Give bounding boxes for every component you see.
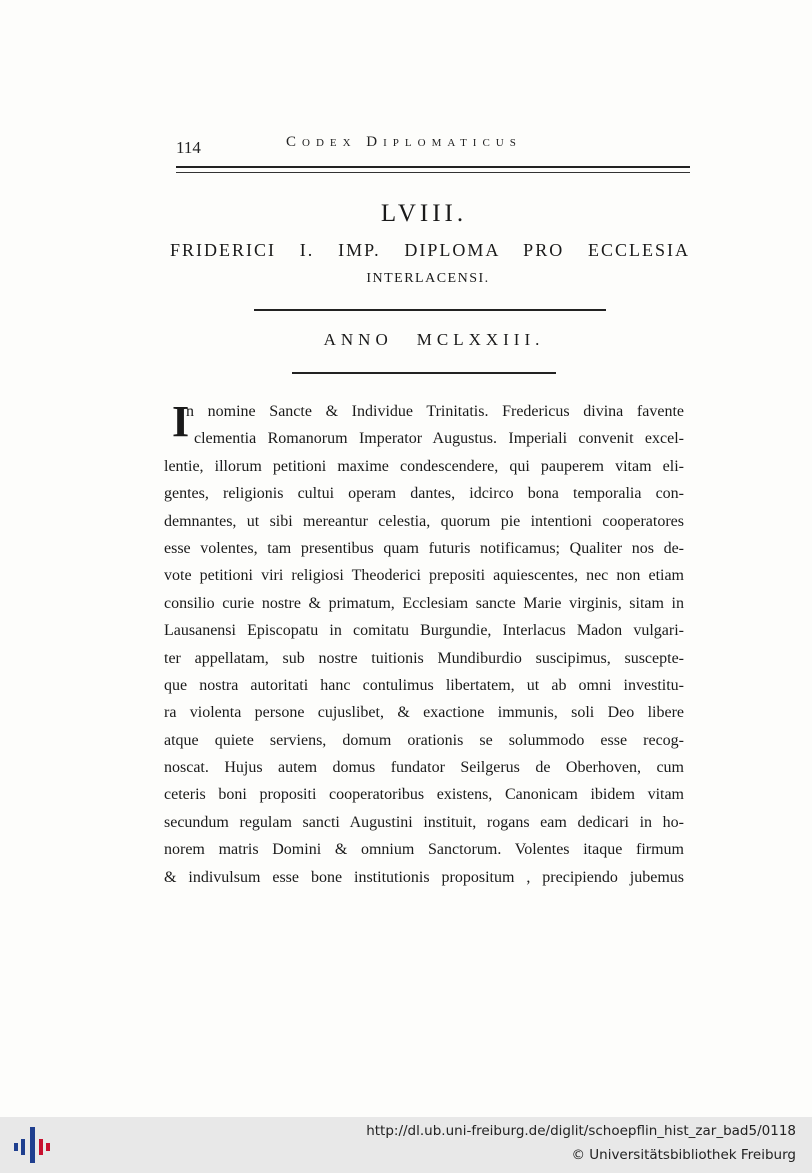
body-line: vote petitioni viri religiosi Theoderici prepositi aquiescentes, nec non etiam bbox=[164, 567, 684, 585]
permalink-url[interactable]: http://dl.ub.uni-freiburg.de/diglit/schoepflin_hist_zar_bad5/0118 bbox=[366, 1123, 796, 1139]
running-title: Codex Diplomaticus bbox=[286, 134, 522, 150]
body-line: ter appellatam, sub nostre tuitionis Mundiburdio suscipimus, suscepte- bbox=[164, 649, 684, 667]
body-line: demnantes, ut sibi mereantur celestia, quorum pie intentioni cooperatores bbox=[164, 512, 684, 530]
title-rule bbox=[254, 309, 606, 311]
body-line: esse volentes, tam presentibus quam futuris notificamus; Qualiter nos de- bbox=[164, 539, 684, 557]
body-line: clementia Romanorum Imperator Augustus. Imperiali convenit excel- bbox=[194, 430, 684, 448]
body-line: n nomine Sancte & Individue Trinitatis. Fredericus divina favente bbox=[186, 403, 684, 420]
running-head bbox=[176, 134, 688, 158]
body-line: & indivulsum esse bone institutionis propositum , precipiendo jubemus bbox=[164, 868, 684, 886]
document-number: LVIII. bbox=[380, 200, 468, 227]
body-line: atque quiete serviens, domum orationis se solummodo esse recog- bbox=[164, 731, 684, 749]
body-line: ceteris boni propositi cooperatoribus existens, Canonicam ibidem vitam bbox=[164, 786, 684, 804]
document-title: FRIDERICI I. IMP. DIPLOMA PRO ECCLESIA bbox=[170, 240, 690, 260]
document-body bbox=[164, 398, 684, 891]
date-rule bbox=[292, 372, 556, 374]
body-line: que nostra autoritati hanc contulimus libertatem, ut ab omni investitu- bbox=[164, 676, 684, 694]
body-line: gentes, religionis cultui operam dantes, idcirco bona temporalia con- bbox=[164, 485, 684, 503]
ub-freiburg-logo-icon bbox=[12, 1125, 52, 1165]
body-line: consilio curie nostre & primatum, Ecclesiam sancte Marie virginis, sitam in bbox=[164, 594, 684, 612]
body-line: secundum regulam sancti Augustini instituit, rogans eam dedicari in ho- bbox=[164, 813, 684, 831]
drop-cap: I bbox=[172, 397, 190, 446]
header-double-rule bbox=[176, 166, 690, 173]
body-line: ra violenta persone cujuslibet, & exactione immunis, soli Deo libere bbox=[164, 704, 684, 722]
body-line: lentie, illorum petitioni maxime condescendere, qui pauperem vitam eli- bbox=[164, 457, 684, 475]
document-title-continued: INTERLACENSI. bbox=[366, 271, 490, 286]
body-line: noscat. Hujus autem domus fundator Seilgerus de Oberhoven, cum bbox=[164, 759, 684, 777]
viewer-footer bbox=[0, 1117, 812, 1173]
body-line: Lausanensi Episcopatu in comitatu Burgundie, Interlacus Madon vulgari- bbox=[164, 622, 684, 640]
copyright-notice: © Universitätsbibliothek Freiburg bbox=[571, 1147, 796, 1163]
page-number: 114 bbox=[176, 138, 201, 157]
anno-label: ANNO bbox=[323, 330, 393, 349]
document-date bbox=[0, 330, 812, 350]
anno-year: MCLXXIII. bbox=[416, 330, 545, 349]
body-line: norem matris Domini & omnium Sanctorum. Volentes itaque firmum bbox=[164, 841, 684, 859]
